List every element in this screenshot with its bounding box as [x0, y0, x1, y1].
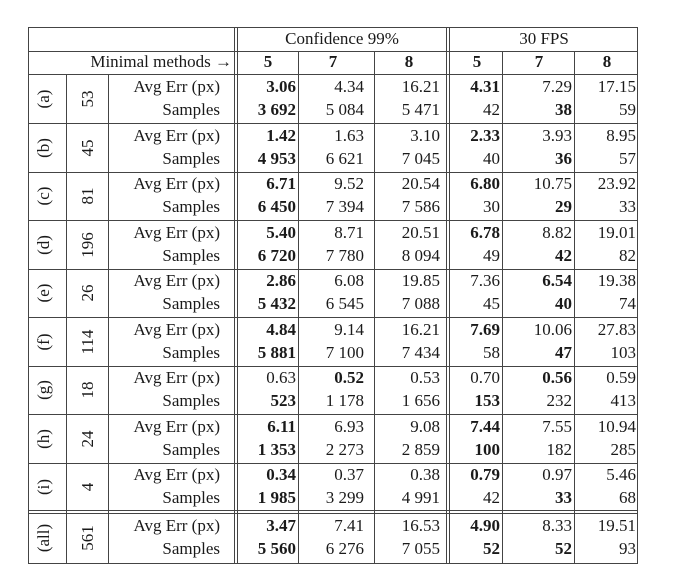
- row-h-rule: [28, 463, 638, 464]
- row-b-id: (b): [34, 137, 53, 158]
- row-g-samples-1: 1 178: [325, 391, 364, 410]
- row-b-count: 45: [78, 139, 97, 156]
- row-all-avg-err-label: Avg Err (px): [133, 516, 220, 535]
- row-b-samples-4: 36: [555, 148, 572, 168]
- row-b-err-3: 2.33: [470, 125, 500, 145]
- row-g-err-5: 0.59: [606, 368, 636, 387]
- row-b-samples-5: 57: [619, 148, 636, 168]
- row-h-err-1: 6.93: [334, 416, 364, 436]
- header-30-fps: 30 FPS: [519, 29, 569, 48]
- row-h-samples-4: 182: [546, 439, 572, 459]
- row-e-samples-0: 5 432: [257, 294, 296, 313]
- row-a-err-0: 3.06: [266, 77, 296, 96]
- col-sep-2: [502, 51, 503, 564]
- row-g-err-4: 0.56: [542, 368, 572, 387]
- row-i-samples-3: 42: [483, 488, 500, 507]
- row-a-rule: [28, 123, 638, 124]
- row-i-err-5: 5.46: [606, 465, 636, 484]
- row-a-samples-4: 38: [555, 100, 572, 119]
- row-d-avg-err-label: Avg Err (px): [133, 222, 220, 242]
- row-d-samples-label: Samples: [162, 245, 220, 265]
- header-confidence-99: Confidence 99%: [285, 29, 399, 48]
- header-rule: [28, 74, 638, 75]
- row-f-samples-3: 58: [483, 342, 500, 362]
- row-c-count: 81: [78, 187, 97, 205]
- row-g-err-0: 0.63: [266, 368, 296, 387]
- bottom-rule: [28, 563, 638, 564]
- row-i-count: 4: [78, 482, 97, 492]
- row-d-samples-0: 6 720: [257, 245, 296, 265]
- row-f-samples-4: 47: [555, 342, 572, 362]
- row-i-err-1: 0.37: [334, 465, 364, 484]
- column-header-fps-5: 5: [472, 52, 482, 71]
- row-a-err-1: 4.34: [334, 77, 364, 96]
- row-i-err-3: 0.79: [470, 465, 500, 484]
- row-a-err-4: 7.29: [542, 77, 572, 96]
- row-a-avg-err-label: Avg Err (px): [133, 77, 220, 96]
- row-h-err-5: 10.94: [597, 416, 636, 436]
- row-h-err-0: 6.11: [267, 416, 296, 436]
- row-c-err-3: 6.80: [470, 174, 500, 193]
- row-a-count: 53: [78, 90, 97, 108]
- row-a-samples-5: 59: [619, 100, 636, 119]
- row-c-err-2: 20.54: [401, 174, 440, 193]
- row-e-samples-4: 40: [555, 294, 572, 313]
- col-sep-3: [574, 51, 575, 564]
- row-c-samples-4: 29: [555, 197, 572, 216]
- row-c-samples-1: 7 394: [325, 197, 364, 216]
- row-d-samples-4: 42: [555, 245, 572, 265]
- row-i-samples-0: 1 985: [257, 488, 296, 507]
- row-a-id: (a): [34, 89, 53, 109]
- row-b-samples-2: 7 045: [401, 148, 440, 168]
- row-h-samples-1: 2 273: [325, 439, 364, 459]
- row-d-samples-3: 49: [483, 245, 500, 265]
- row-all-err-2: 16.53: [401, 516, 440, 535]
- row-i-samples-label: Samples: [162, 488, 220, 507]
- row-all-samples-5: 93: [619, 539, 636, 558]
- row-h-samples-0: 1 353: [257, 439, 296, 459]
- row-a-err-3: 4.31: [470, 77, 500, 96]
- row-f-samples-0: 5 881: [257, 342, 296, 362]
- row-f-avg-err-label: Avg Err (px): [133, 319, 220, 339]
- row-e-avg-err-label: Avg Err (px): [133, 271, 220, 290]
- column-header-fps-8: 8: [602, 52, 612, 71]
- row-c-err-5: 23.92: [597, 174, 636, 193]
- row-all-samples-4: 52: [555, 539, 572, 558]
- top-rule: [28, 27, 638, 28]
- row-a-samples-0: 3 692: [257, 100, 296, 119]
- row-b-avg-err-label: Avg Err (px): [133, 125, 220, 145]
- row-i-samples-4: 33: [555, 488, 572, 507]
- row-c-rule: [28, 220, 638, 221]
- row-f-samples-5: 103: [610, 342, 636, 362]
- right-border: [637, 27, 638, 564]
- row-all-samples-2: 7 055: [401, 539, 440, 558]
- row-h-err-3: 7.44: [470, 416, 500, 436]
- row-f-err-5: 27.83: [597, 319, 636, 339]
- row-all-samples-3: 52: [483, 539, 500, 558]
- row-f-err-2: 16.21: [401, 319, 440, 339]
- minimal-methods-label: Minimal methods →: [90, 52, 232, 71]
- row-e-rule: [28, 317, 638, 318]
- row-d-err-0: 5.40: [266, 222, 296, 242]
- row-i-avg-err-label: Avg Err (px): [133, 465, 220, 484]
- row-g-id: (g): [34, 380, 53, 400]
- row-d-samples-5: 82: [619, 245, 636, 265]
- row-f-err-1: 9.14: [334, 319, 364, 339]
- row-b-err-0: 1.42: [266, 125, 296, 145]
- row-all-err-3: 4.90: [470, 516, 500, 535]
- vsep-1a: [234, 27, 235, 564]
- row-e-err-2: 19.85: [401, 271, 440, 290]
- row-i-err-0: 0.34: [266, 465, 296, 484]
- row-i-samples-5: 68: [619, 488, 636, 507]
- row-g-samples-3: 153: [474, 391, 500, 410]
- row-d-samples-2: 8 094: [401, 245, 440, 265]
- row-h-samples-3: 100: [474, 439, 500, 459]
- row-c-err-4: 10.75: [533, 174, 572, 193]
- row-a-samples-1: 5 084: [325, 100, 364, 119]
- row-b-samples-0: 4 953: [257, 148, 296, 168]
- row-a-err-5: 17.15: [597, 77, 636, 96]
- row-e-samples-3: 45: [483, 294, 500, 313]
- row-c-samples-0: 6 450: [257, 197, 296, 216]
- row-g-samples-label: Samples: [162, 391, 220, 410]
- row-b-samples-label: Samples: [162, 148, 220, 168]
- row-i-samples-1: 3 299: [325, 488, 364, 507]
- row-g-count: 18: [78, 381, 97, 399]
- row-g-err-2: 0.53: [410, 368, 440, 387]
- row-e-count: 26: [78, 284, 97, 302]
- row-i-err-4: 0.97: [542, 465, 572, 484]
- row-i-id: (i): [34, 478, 53, 496]
- row-i-err-2: 0.38: [410, 465, 440, 484]
- row-f-count: 114: [78, 329, 97, 354]
- row-h-avg-err-label: Avg Err (px): [133, 416, 220, 436]
- row-d-id: (d): [34, 234, 53, 255]
- row-b-samples-3: 40: [483, 148, 500, 168]
- row-all-id: (all): [34, 523, 53, 553]
- column-header-fps-7: 7: [534, 52, 544, 71]
- row-d-samples-1: 7 780: [325, 245, 364, 265]
- vsep-1b: [237, 27, 238, 564]
- row-c-samples-3: 30: [483, 197, 500, 216]
- group-rule: [28, 51, 638, 52]
- row-c-id: (c): [34, 186, 53, 206]
- row-b-rule: [28, 172, 638, 173]
- all-rule-top: [28, 510, 638, 511]
- row-a-samples-label: Samples: [162, 100, 220, 119]
- vsep-id: [66, 74, 67, 564]
- row-e-id: (e): [34, 283, 53, 303]
- col-sep-0: [298, 51, 299, 564]
- row-i-samples-2: 4 991: [401, 488, 440, 507]
- row-g-err-3: 0.70: [470, 368, 500, 387]
- row-all-err-0: 3.47: [266, 516, 296, 535]
- row-h-samples-5: 285: [610, 439, 636, 459]
- row-c-samples-label: Samples: [162, 197, 220, 216]
- row-all-err-4: 8.33: [542, 516, 572, 535]
- row-d-err-2: 20.51: [401, 222, 440, 242]
- row-g-err-1: 0.52: [334, 368, 364, 387]
- row-all-count: 561: [78, 525, 97, 551]
- row-g-samples-2: 1 656: [401, 391, 440, 410]
- row-d-err-1: 8.71: [334, 222, 364, 242]
- row-h-err-4: 7.55: [542, 416, 572, 436]
- row-all-err-5: 19.51: [597, 516, 636, 535]
- row-f-id: (f): [34, 333, 53, 350]
- row-g-rule: [28, 414, 638, 415]
- row-all-err-1: 7.41: [334, 516, 364, 535]
- left-border: [28, 27, 29, 564]
- row-all-samples-1: 6 276: [325, 539, 364, 558]
- row-c-samples-2: 7 586: [401, 197, 440, 216]
- vsep-2b: [449, 27, 450, 564]
- column-header-conf-7: 7: [328, 52, 338, 71]
- row-e-samples-2: 7 088: [401, 294, 440, 313]
- row-h-samples-2: 2 859: [401, 439, 440, 459]
- vsep-count: [108, 74, 109, 564]
- row-g-avg-err-label: Avg Err (px): [133, 368, 220, 387]
- row-c-avg-err-label: Avg Err (px): [133, 174, 220, 193]
- row-g-samples-0: 523: [270, 391, 296, 410]
- row-c-err-1: 9.52: [334, 174, 364, 193]
- row-b-err-4: 3.93: [542, 125, 572, 145]
- row-b-samples-1: 6 621: [325, 148, 364, 168]
- row-f-rule: [28, 366, 638, 367]
- row-c-samples-5: 33: [619, 197, 636, 216]
- row-all-samples-label: Samples: [162, 539, 220, 558]
- row-all-samples-0: 5 560: [257, 539, 296, 558]
- row-f-samples-1: 7 100: [325, 342, 364, 362]
- row-h-count: 24: [78, 430, 97, 447]
- row-f-samples-label: Samples: [162, 342, 220, 362]
- column-header-conf-8: 8: [404, 52, 414, 71]
- row-f-err-0: 4.84: [266, 319, 296, 339]
- row-h-err-2: 9.08: [410, 416, 440, 436]
- row-a-samples-2: 5 471: [401, 100, 440, 119]
- row-d-count: 196: [78, 231, 97, 258]
- row-a-err-2: 16.21: [401, 77, 440, 96]
- col-sep-1: [374, 51, 375, 564]
- row-e-err-0: 2.86: [266, 271, 296, 290]
- row-b-err-1: 1.63: [334, 125, 364, 145]
- row-e-samples-label: Samples: [162, 294, 220, 313]
- row-d-err-4: 8.82: [542, 222, 572, 242]
- row-g-samples-5: 413: [610, 391, 636, 410]
- row-e-samples-5: 74: [619, 294, 636, 313]
- row-d-rule: [28, 269, 638, 270]
- row-e-err-1: 6.08: [334, 271, 364, 290]
- row-h-samples-label: Samples: [162, 439, 220, 459]
- row-a-samples-3: 42: [483, 100, 500, 119]
- all-rule-bottom: [28, 513, 638, 514]
- row-f-samples-2: 7 434: [401, 342, 440, 362]
- row-d-err-5: 19.01: [597, 222, 636, 242]
- row-d-err-3: 6.78: [470, 222, 500, 242]
- row-c-err-0: 6.71: [266, 174, 296, 193]
- row-e-err-3: 7.36: [470, 271, 500, 290]
- row-b-err-2: 3.10: [410, 125, 440, 145]
- row-e-err-4: 6.54: [542, 271, 572, 290]
- row-h-id: (h): [34, 428, 53, 449]
- row-f-err-4: 10.06: [533, 319, 572, 339]
- row-b-err-5: 8.95: [606, 125, 636, 145]
- row-e-samples-1: 6 545: [325, 294, 364, 313]
- row-g-samples-4: 232: [546, 391, 572, 410]
- column-header-conf-5: 5: [263, 52, 273, 71]
- row-f-err-3: 7.69: [470, 319, 500, 339]
- row-e-err-5: 19.38: [597, 271, 636, 290]
- vsep-2a: [446, 27, 447, 564]
